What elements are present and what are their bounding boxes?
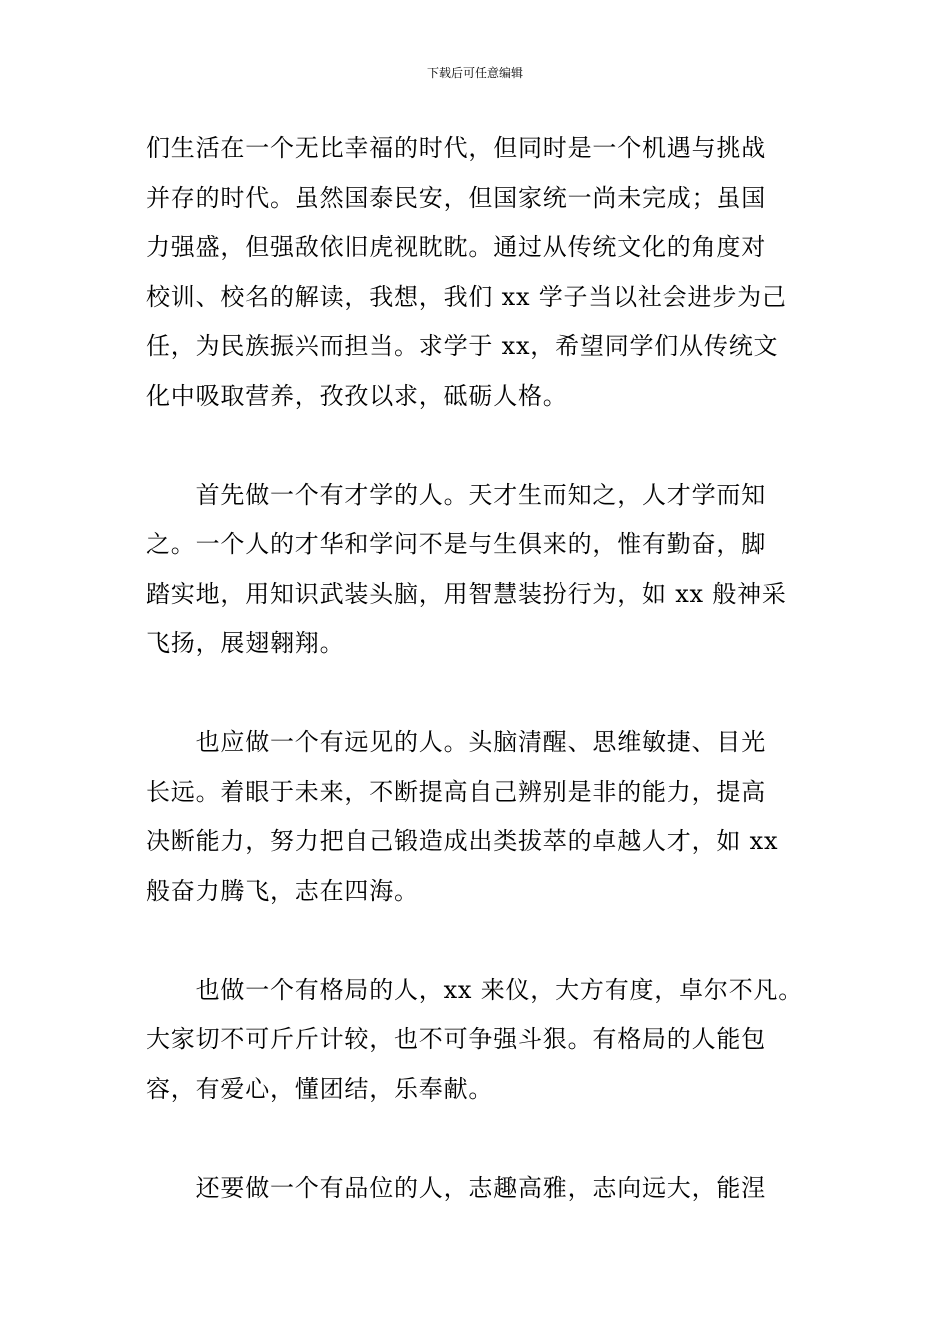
paragraph-4 (146, 966, 826, 1115)
text-line: 任，为民族振兴而担当。求学于 xx，希望同学们从传统文 (146, 332, 779, 360)
text-line: 决断能力，努力把自己锻造成出类拔萃的卓越人才，如 xx (146, 827, 779, 855)
text-line: 首先做一个有才学的人。天才生而知之，人才学而知 (146, 480, 766, 509)
text-line: 力强盛，但强敌依旧虎视眈眈。通过从传统文化的角度对 (146, 233, 766, 261)
text-line: 飞扬，展翅翱翔。 (146, 629, 345, 657)
text-line: 之。一个人的才华和学问不是与生俱来的，惟有勤奋，脚 (146, 530, 766, 558)
page-body (146, 124, 826, 1213)
page-header (0, 64, 950, 82)
text-line: 化中吸取营养，孜孜以求，砥砺人格。 (146, 381, 568, 410)
paragraph-3 (146, 718, 826, 916)
text-line: 校训、校名的解读，我想，我们 xx 学子当以社会进步为己 (146, 282, 787, 311)
text-line: 并存的时代。虽然国泰民安，但国家统一尚未完成；虽国 (146, 183, 766, 212)
text-line: 踏实地，用知识武装头脑，用智慧装扮行为，如 xx 般神采 (146, 579, 787, 608)
text-line: 长远。着眼于未来，不断提高自己辨别是非的能力，提高 (146, 777, 766, 806)
text-line: 大家切不可斤斤计较，也不可争强斗狠。有格局的人能包 (146, 1025, 766, 1053)
text-line: 也做一个有格局的人，xx 来仪，大方有度，卓尔不凡。 (146, 975, 804, 1004)
paragraph-2 (146, 471, 826, 669)
text-line: 们生活在一个无比幸福的时代，但同时是一个机遇与挑战 (146, 134, 766, 162)
text-line: 也应做一个有远见的人。头脑清醒、思维敏捷、目光 (146, 728, 766, 756)
header-note: 下载后可任意编辑 (426, 66, 523, 80)
text-line: 还要做一个有品位的人，志趣高雅，志向远大，能涅 (146, 1173, 766, 1202)
text-line: 容，有爱心，懂团结，乐奉献。 (146, 1074, 494, 1103)
paragraph-5 (146, 1164, 826, 1214)
text-line: 般奋力腾飞，志在四海。 (146, 876, 419, 905)
paragraph-1 (146, 124, 826, 421)
